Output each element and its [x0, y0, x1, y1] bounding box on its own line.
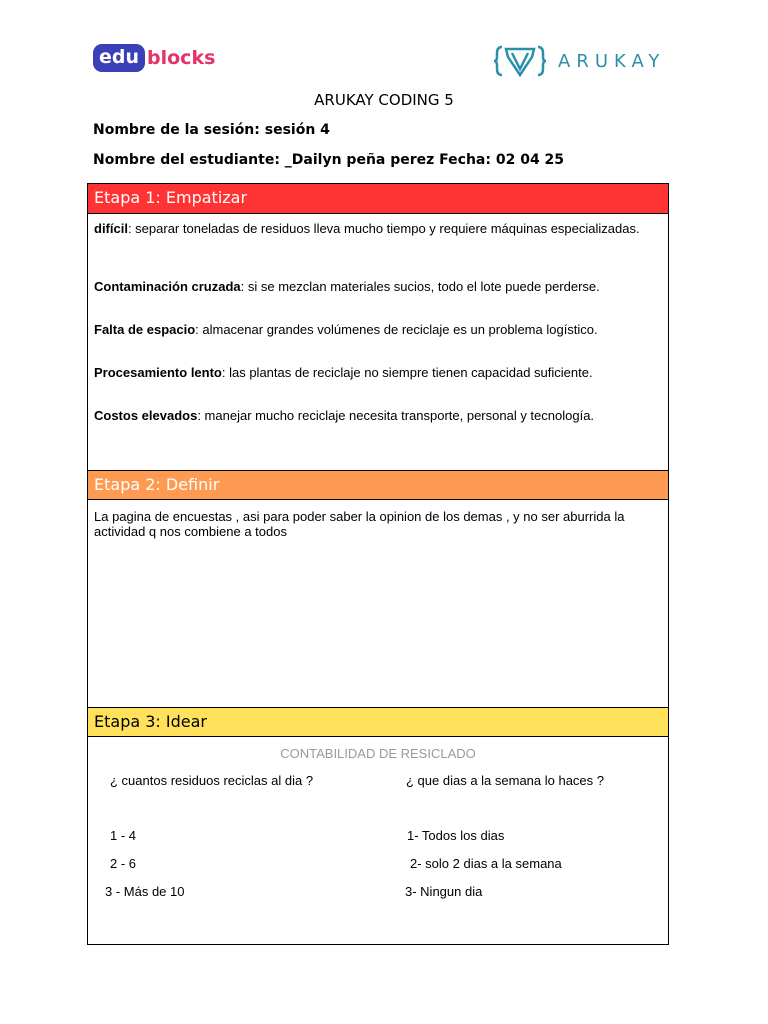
edublocks-logo-blocks: blocks — [147, 47, 216, 69]
survey-option-left: 1 - 4 — [110, 828, 137, 843]
edublocks-logo — [93, 42, 215, 74]
empathy-item-term: Procesamiento lento — [94, 365, 222, 380]
empathy-item-term: difícil — [94, 221, 128, 236]
design-thinking-table — [87, 183, 669, 945]
survey-option-left: 3 - Más de 10 — [105, 884, 185, 899]
empathy-item-text: : almacenar grandes volúmenes de reciclaje es un problema logístico. — [195, 322, 598, 337]
stage-1-header: Etapa 1: Empatizar — [88, 184, 668, 214]
empathy-item — [94, 279, 660, 294]
empathy-item — [94, 365, 660, 380]
edublocks-logo-edu: edu — [93, 44, 145, 72]
empathy-item-term: Falta de espacio — [94, 322, 196, 337]
arukay-shield-icon — [494, 43, 546, 79]
stage-2-content: La pagina de encuestas , asi para poder saber la opinion de los demas , y no ser aburrida la actividad q nos combiene a todos — [94, 509, 625, 539]
arukay-logo — [494, 43, 665, 79]
empathy-item-text: : separar toneladas de residuos lleva mucho tiempo y requiere máquinas especializadas. — [127, 221, 640, 236]
stage-2-header: Etapa 2: Definir — [88, 470, 668, 500]
empathy-item-text: : las plantas de reciclaje no siempre tienen capacidad suficiente. — [221, 365, 593, 380]
empathy-item-term: Contaminación cruzada — [94, 279, 241, 294]
survey-question-right: ¿ que dias a la semana lo haces ? — [406, 773, 605, 788]
session-name-line: Nombre de la sesión: sesión 4 — [93, 122, 330, 138]
empathy-item-term: Costos elevados — [94, 408, 198, 423]
student-name-line: Nombre del estudiante: _Dailyn peña perez Fecha: 02 04 25 — [93, 152, 565, 168]
stage-3-header: Etapa 3: Idear — [88, 707, 668, 737]
empathy-item-text: : manejar mucho reciclaje necesita transporte, personal y tecnología. — [197, 408, 595, 423]
survey-option-right: 1- Todos los dias — [407, 828, 505, 843]
survey-title: CONTABILIDAD DE RESICLADO — [280, 746, 476, 761]
survey-question-left: ¿ cuantos residuos reciclas al dia ? — [110, 773, 314, 788]
arukay-logo-text: ARUKAY — [558, 50, 666, 72]
survey-option-left: 2 - 6 — [110, 856, 137, 871]
document-title: ARUKAY CODING 5 — [314, 91, 454, 109]
empathy-item-text: : si se mezclan materiales sucios, todo el lote puede perderse. — [240, 279, 600, 294]
empathy-item — [94, 408, 660, 423]
survey-option-right: 3- Ningun dia — [405, 884, 483, 899]
empathy-item — [94, 221, 660, 236]
empathy-item — [94, 322, 660, 337]
survey-option-right: 2- solo 2 dias a la semana — [410, 856, 562, 871]
